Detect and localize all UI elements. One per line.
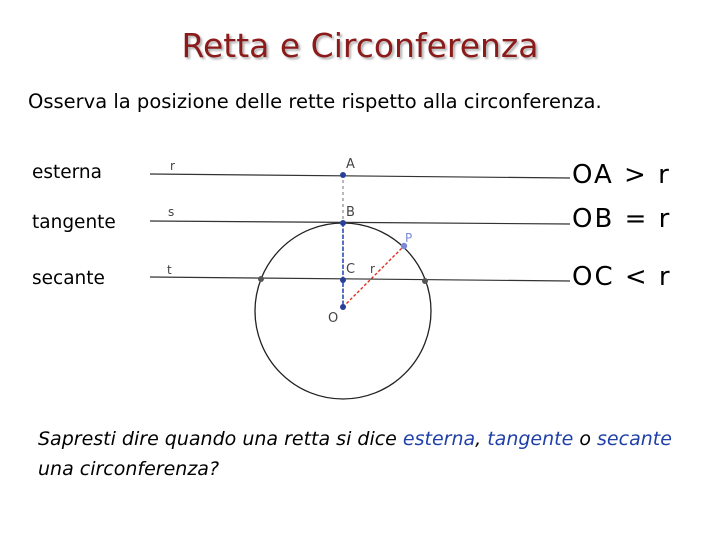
- slide-subtitle: Osserva la posizione delle rette rispetto alla circonferenza.: [28, 90, 602, 113]
- line-secant: [150, 277, 570, 281]
- relation-ob: OB = r: [572, 204, 672, 234]
- point-b-label: B: [346, 205, 355, 220]
- point-o: [340, 304, 346, 310]
- slide-title: Retta e Circonferenza: [181, 26, 539, 65]
- question-comma: ,: [475, 428, 488, 450]
- intersection-right: [422, 278, 428, 284]
- point-a: [340, 172, 346, 178]
- intersection-left: [258, 276, 264, 282]
- line-external: [150, 174, 570, 178]
- point-o-label: O: [328, 311, 339, 326]
- point-p-label: P: [405, 231, 413, 245]
- question-part3: una circonferenza?: [38, 458, 220, 480]
- point-b: [340, 220, 346, 226]
- line-tangent: [150, 221, 570, 224]
- relation-oc: OC < r: [572, 262, 672, 292]
- term-secante: secante: [597, 428, 672, 450]
- line-s-label: s: [168, 205, 175, 219]
- label-tangent: tangente: [32, 212, 116, 233]
- line-t-label: t: [167, 263, 172, 277]
- point-a-label: A: [346, 157, 355, 172]
- question-part1: Sapresti dire quando una retta si dice: [38, 428, 403, 450]
- line-r-label: r: [170, 159, 175, 173]
- question-part2: o: [573, 428, 598, 450]
- question-text: [38, 424, 698, 484]
- term-esterna: esterna: [402, 428, 476, 450]
- relation-oa: OA > r: [572, 160, 671, 190]
- point-c: [340, 277, 346, 283]
- term-tangente: tangente: [487, 428, 574, 450]
- point-c-label: C: [346, 262, 356, 277]
- label-external: esterna: [32, 162, 102, 183]
- label-secant: secante: [32, 268, 105, 289]
- radius-label: r: [370, 262, 375, 276]
